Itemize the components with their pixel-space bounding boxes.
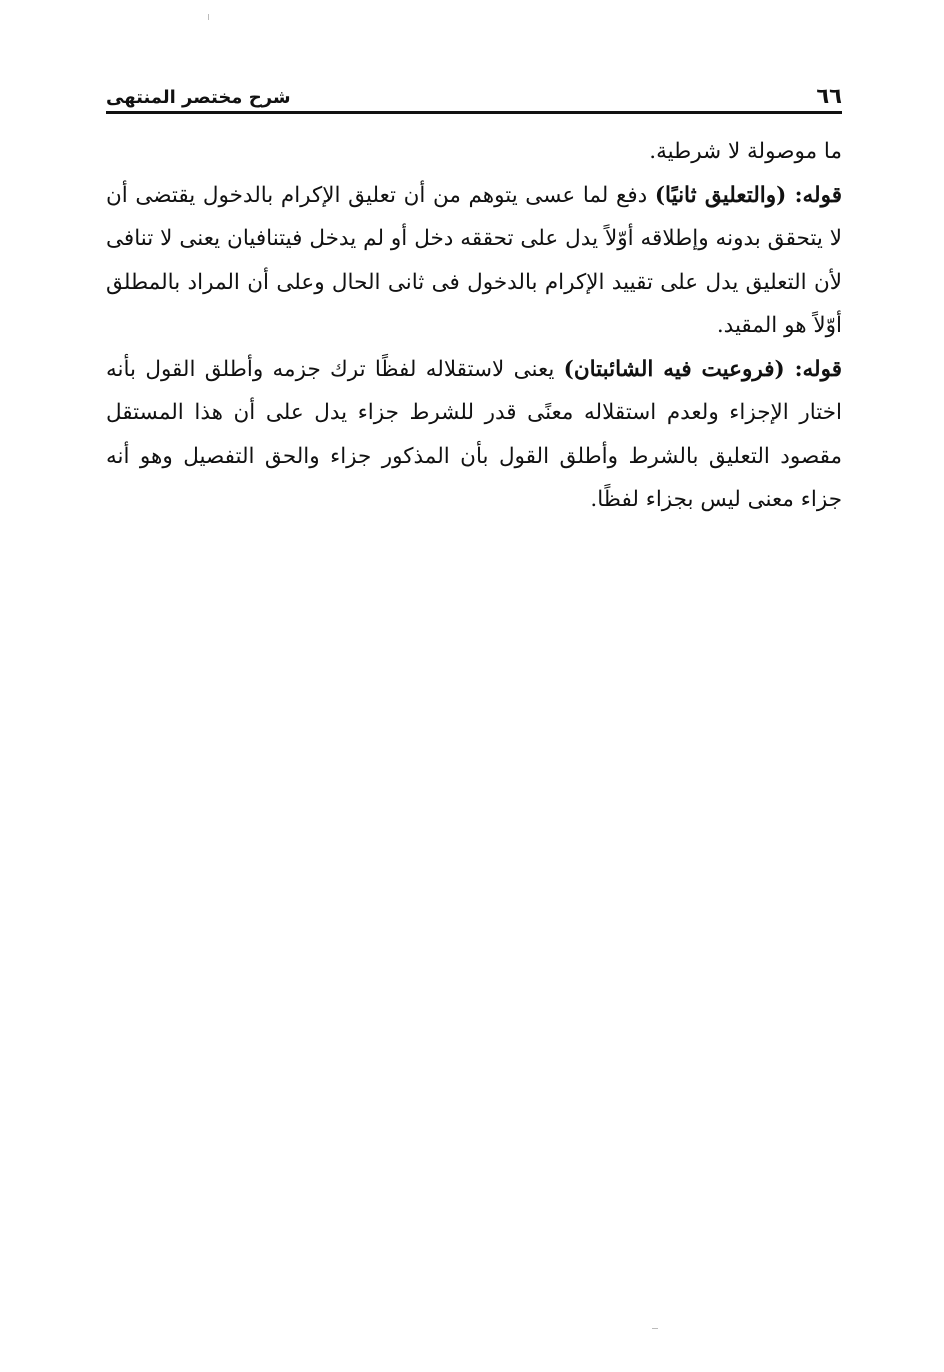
scan-mark-bottom	[652, 1328, 658, 1329]
scan-mark-top	[208, 14, 209, 20]
paragraph-text: ما موصولة لا شرطية.	[649, 139, 842, 164]
paragraph-lead: قوله:	[786, 182, 842, 208]
paragraph-term: (والتعليق ثانيًا)	[654, 182, 787, 208]
paragraph-3	[106, 348, 842, 522]
paragraph-text: يعنى لاستقلاله لفظًا ترك جزمه وأطلق القول بأنه اختار الإجزاء ولعدم استقلاله معنًى قدر للشرط جزاء يدل على أن هذا المستقل مقصود التعليق بالشرط وأطلق القول بأن المذكور جزاء والحق التفصيل وهو أنه جزاء معنى ليس بجزاء لفظًا.	[106, 356, 842, 512]
body-text	[106, 130, 842, 522]
paragraph-1	[106, 130, 842, 174]
paragraph-2	[106, 174, 842, 348]
paragraph-text: دفع لما عسى يتوهم من أن تعليق الإكرام بالدخول يقتضى أن لا يتحقق بدونه وإطلاقه أوّلاً يدل على تحققه دخل أو لم يدخل فيتنافيان يعنى لا تنافى لأن التعليق يدل على تقييد الإكرام بالدخول فى ثانى الحال وعلى أن المراد بالمطلق أوّلاً هو المقيد.	[106, 182, 842, 338]
paragraph-lead: قوله:	[784, 356, 842, 382]
page-number: ٦٦	[816, 84, 842, 108]
running-title: شرح مختصر المنتهى	[106, 87, 291, 108]
paragraph-term: (فروعيت فيه الشائبتان)	[563, 356, 785, 382]
page-header	[106, 78, 842, 114]
